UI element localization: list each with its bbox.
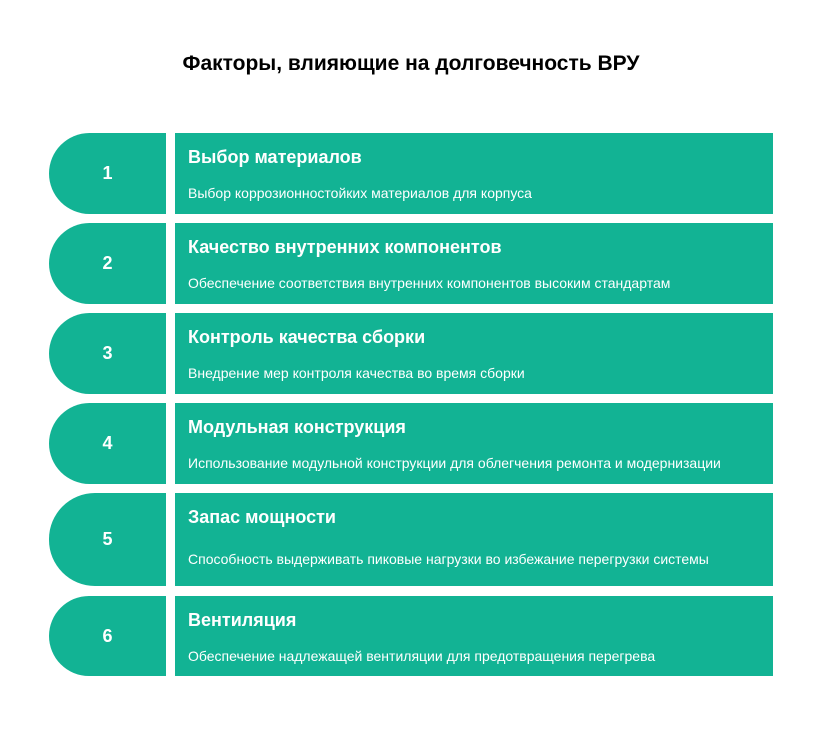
factor-row — [49, 313, 773, 394]
factor-card — [175, 133, 773, 214]
factor-heading: Вентиляция — [188, 610, 297, 630]
factor-heading: Запас мощности — [188, 507, 336, 527]
step-number-badge: 1 — [49, 133, 166, 214]
factor-description: Выбор коррозионностойких материалов для корпуса — [188, 185, 532, 201]
factor-description: Внедрение мер контроля качества во время сборки — [188, 365, 525, 381]
factor-row — [49, 493, 773, 586]
factor-row — [49, 403, 773, 484]
factor-description: Обеспечение соответствия внутренних компонентов высоким стандартам — [188, 275, 671, 291]
factor-row — [49, 133, 773, 214]
factor-heading: Модульная конструкция — [188, 417, 406, 437]
step-number-badge: 5 — [49, 493, 166, 586]
step-number-badge: 3 — [49, 313, 166, 394]
factor-card — [175, 223, 773, 304]
factor-card — [175, 313, 773, 394]
factor-row — [49, 596, 773, 676]
step-number-badge: 4 — [49, 403, 166, 484]
factor-card — [175, 596, 773, 676]
step-number-badge: 2 — [49, 223, 166, 304]
factor-description: Способность выдерживать пиковые нагрузки во избежание перегрузки системы — [188, 551, 709, 567]
factor-card — [175, 493, 773, 586]
factor-card — [175, 403, 773, 484]
factor-heading: Качество внутренних компонентов — [188, 237, 502, 257]
diagram-title: Факторы, влияющие на долговечность ВРУ — [182, 52, 640, 75]
factor-heading: Контроль качества сборки — [188, 327, 426, 347]
factor-row — [49, 223, 773, 304]
factor-description: Обеспечение надлежащей вентиляции для предотвращения перегрева — [188, 648, 656, 664]
factor-description: Использование модульной конструкции для облегчения ремонта и модернизации — [188, 455, 721, 471]
step-number-badge: 6 — [49, 596, 166, 676]
factor-heading: Выбор материалов — [188, 147, 362, 167]
